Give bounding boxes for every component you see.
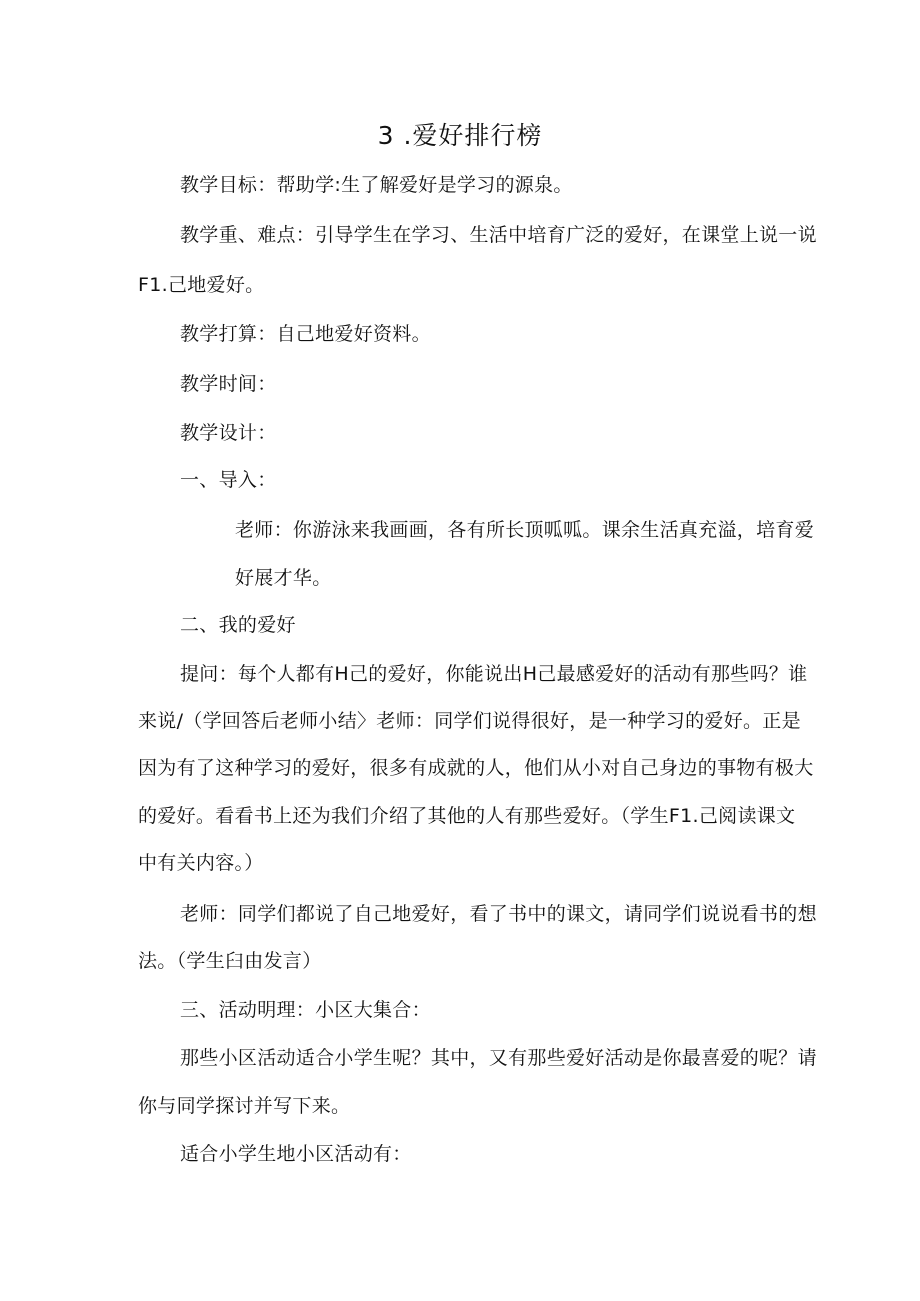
section-1-heading: 一、导入： (180, 469, 277, 491)
activity-list-label: 适合小学生地小区活动有： (180, 1143, 412, 1165)
section-2-heading: 二、我的爱好 (180, 614, 296, 636)
teaching-plan-line: 教学打算：自己地爱好资料。 (180, 323, 431, 345)
question-paragraph-line-2: 来说/（学回答后老师小结〉老师：同学们说得很好，是一种学习的爱好。正是 (138, 710, 801, 732)
activity-paragraph-line-2: 你与同学探讨并写下来。 (138, 1095, 351, 1117)
activity-paragraph-line-1: 那些小区活动适合小学生呢？其中，又有那些爱好活动是你最喜爱的呢？请 (180, 1047, 817, 1069)
teaching-goal-line: 教学目标：帮助学:生了解爱好是学习的源泉。 (180, 174, 573, 196)
key-points-line: 教学重、难点：引导学生在学习、生活中培育广泛的爱好，在课堂上说一说 (180, 224, 817, 246)
teacher-paragraph-line-2: 法。（学生臼由发言） (138, 950, 322, 972)
document-title: 3 .爱好排行榜 (377, 121, 543, 150)
teaching-time-line: 教学时间： (180, 373, 277, 395)
section-3-heading: 三、活动明理：小区大集合： (180, 999, 431, 1021)
teacher-intro-line: 老师：你游泳来我画画，各有所长顶呱呱。课余生活真充溢，培育爱 (235, 519, 815, 541)
question-paragraph-line-5: 中有关内容。） (138, 852, 264, 874)
key-points-line-continued: F1.己地爱好。 (138, 274, 265, 296)
question-paragraph-line-4: 的爱好。看看书上还为我们介绍了其他的人有那些爱好。（学生F1.己阅读课文 (138, 805, 796, 827)
question-paragraph-line-3: 因为有了这种学习的爱好，很多有成就的人，他们从小对自己身边的事物有极大 (138, 757, 814, 779)
question-paragraph-line-1: 提问：每个人都有H己的爱好，你能说出H己最感爱好的活动有那些吗？谁 (180, 663, 808, 685)
teacher-intro-line-continued: 好展才华。 (235, 567, 332, 589)
teaching-design-line: 教学设计： (180, 422, 277, 444)
teacher-paragraph-line-1: 老师：同学们都说了自己地爱好，看了书中的课文，请同学们说说看书的想 (180, 903, 817, 925)
